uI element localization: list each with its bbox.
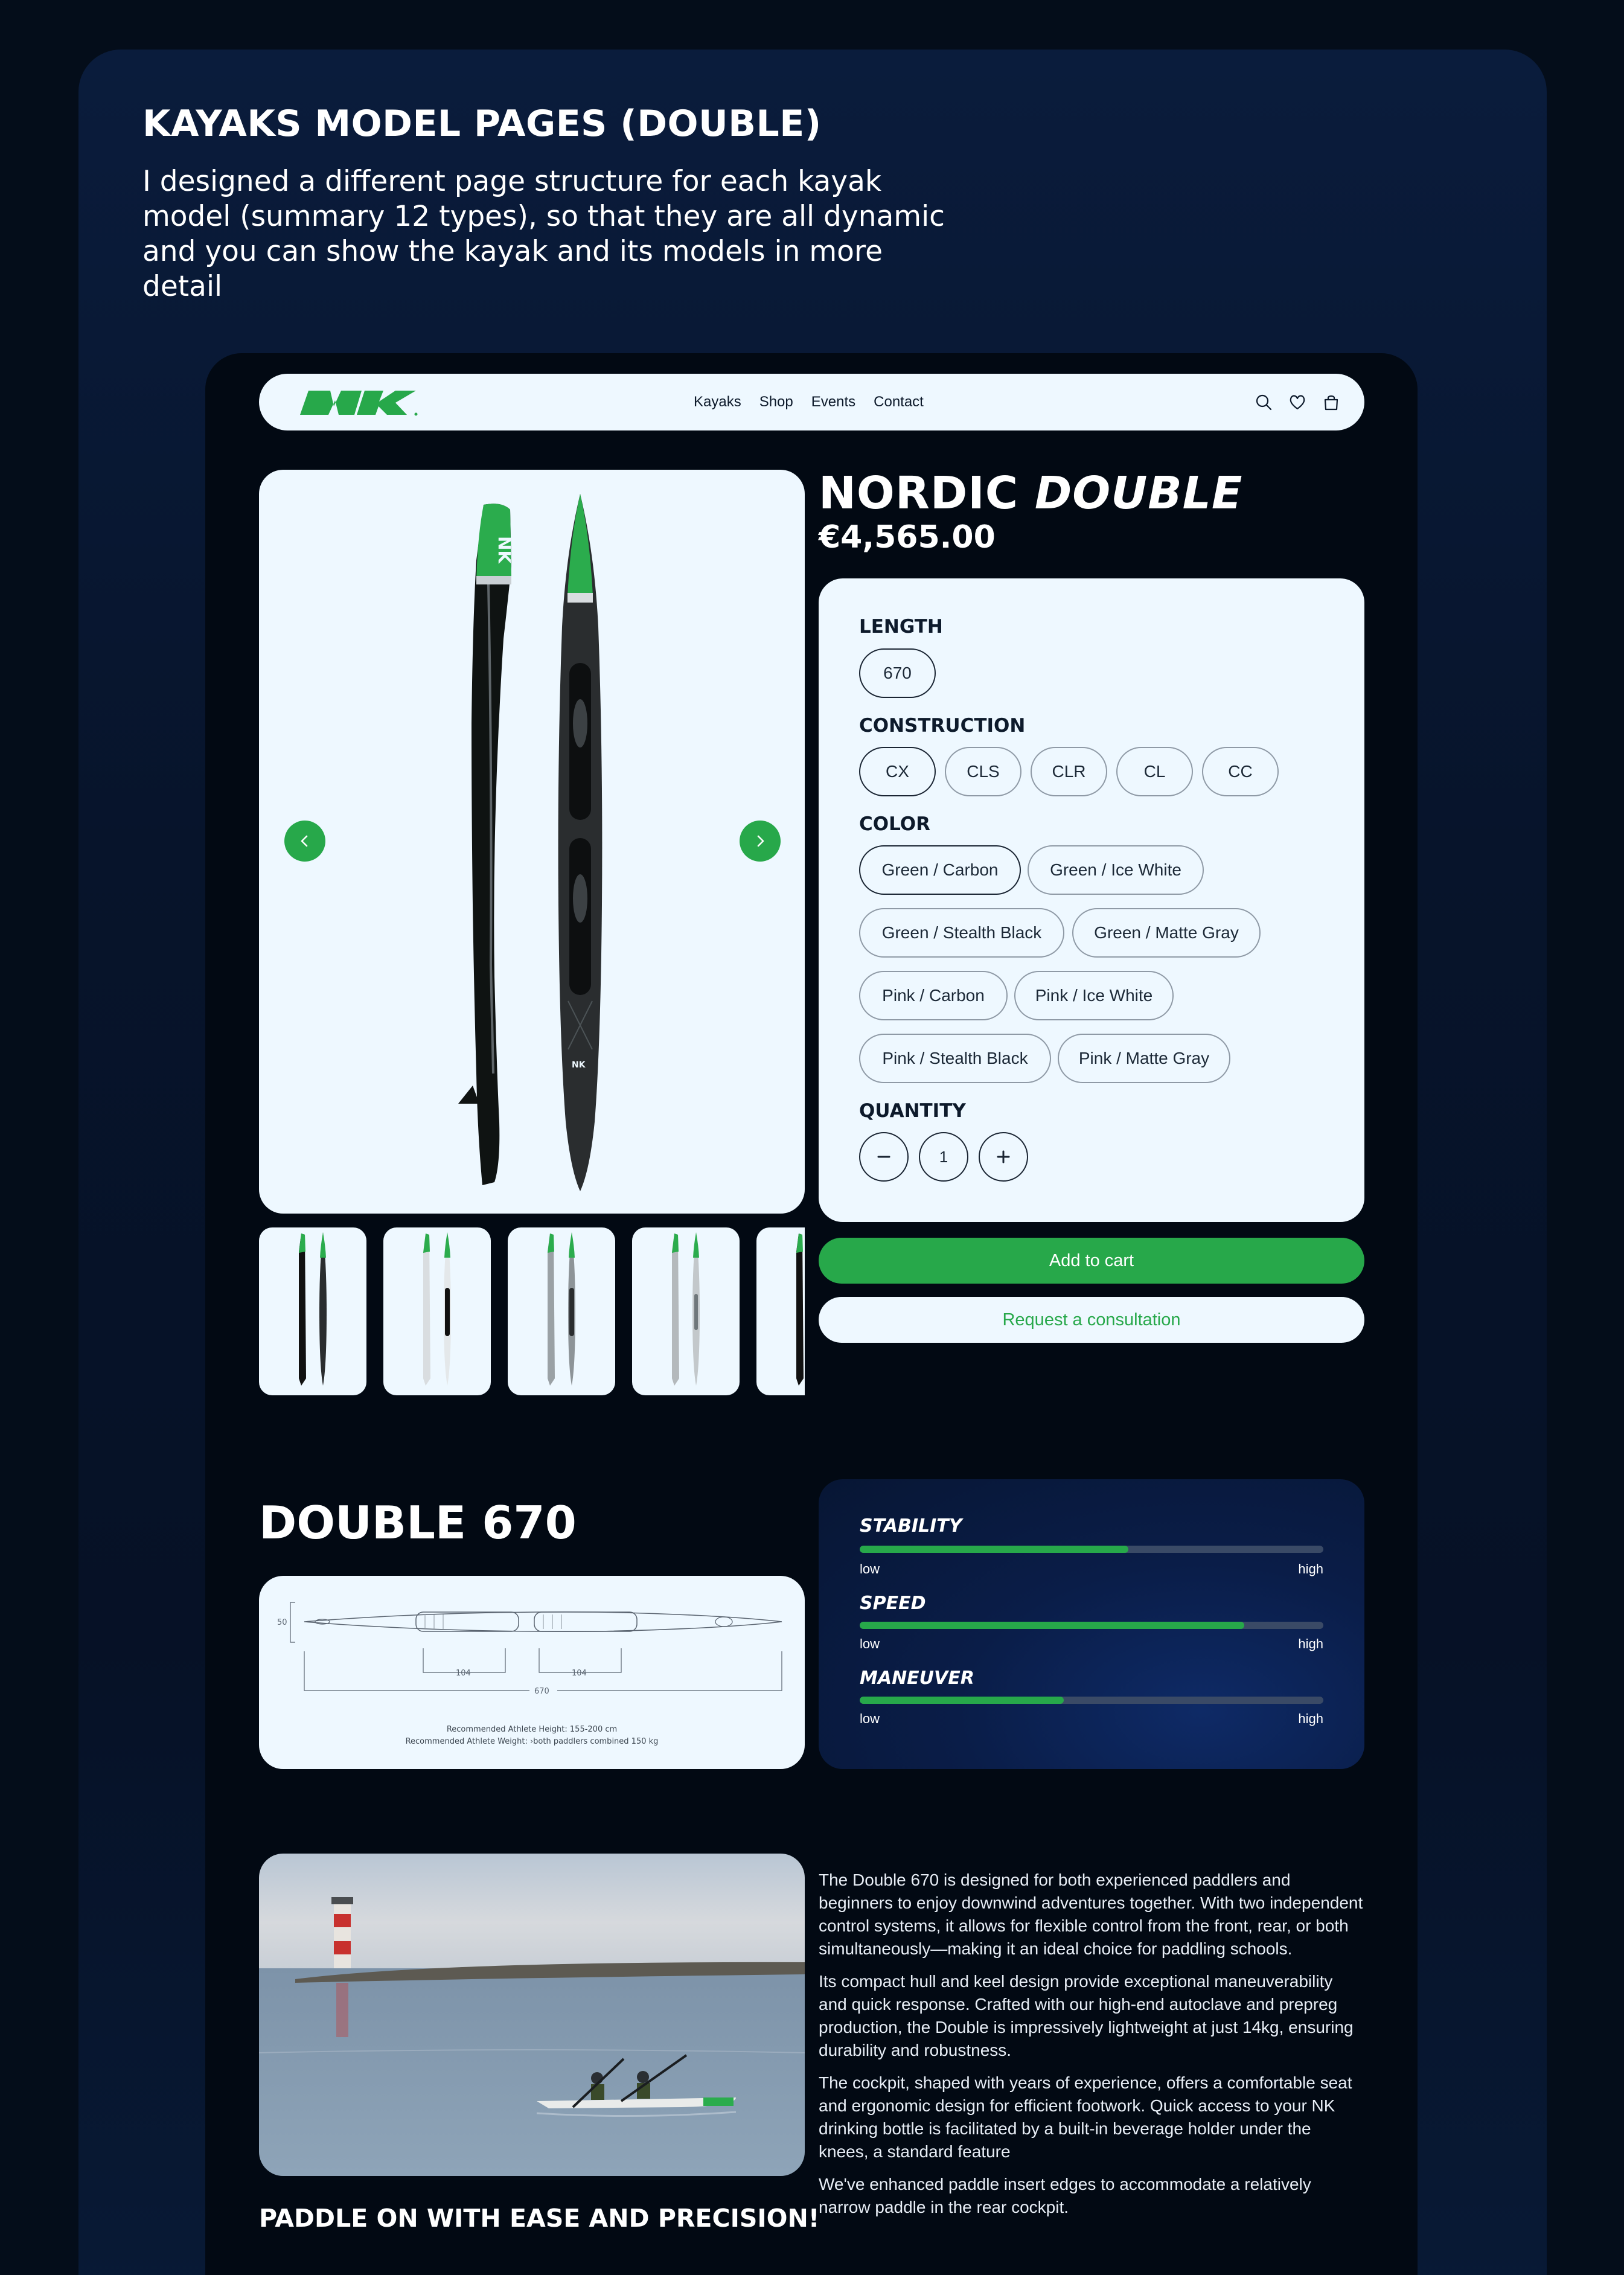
request-consultation-button[interactable]: Request a consultation <box>819 1297 1364 1343</box>
maneuver-high-label: high <box>1298 1711 1323 1726</box>
story-tagline: PADDLE ON WITH EASE AND PRECISION! <box>259 2204 820 2233</box>
thumbnail-green-matte-gray[interactable] <box>632 1227 740 1395</box>
add-to-cart-button[interactable]: Add to cart <box>819 1238 1364 1284</box>
color-label: COLOR <box>859 813 930 835</box>
construction-option-cls[interactable]: CLS <box>945 747 1021 796</box>
quantity-value[interactable]: 1 <box>919 1132 968 1182</box>
gallery-next-button[interactable] <box>740 821 781 862</box>
nav-link-shop[interactable]: Shop <box>759 394 793 410</box>
construction-option-cc[interactable]: CC <box>1202 747 1279 796</box>
nav-icons <box>1255 374 1340 430</box>
color-option-green-ice-white[interactable]: Green / Ice White <box>1028 845 1204 895</box>
intro-description: I designed a different page structure for each kayak model (summary 12 types), so that they are all dynamic and you can show the kayak and its models in more detail <box>142 165 945 303</box>
color-option-pink-stealth-black[interactable]: Pink / Stealth Black <box>859 1034 1051 1083</box>
nav-link-contact[interactable]: Contact <box>874 394 924 410</box>
kayak-thumbnail-image <box>632 1227 740 1395</box>
stability-low-label: low <box>860 1561 880 1576</box>
color-option-green-matte-gray[interactable]: Green / Matte Gray <box>1072 908 1261 958</box>
athlete-weight-note: Recommended Athlete Weight: ›both paddlers combined 150 kg <box>405 1737 659 1746</box>
maneuver-low-label: low <box>860 1711 880 1726</box>
performance-panel <box>819 1479 1364 1769</box>
nav-link-events[interactable]: Events <box>811 394 856 410</box>
thumbnail-green-stealth-black[interactable] <box>508 1227 615 1395</box>
story-description <box>819 1869 1364 2229</box>
kayak-thumbnail-image <box>508 1227 615 1395</box>
stability-high-label: high <box>1298 1561 1323 1576</box>
thumbnail-green-ice-white[interactable] <box>383 1227 491 1395</box>
construction-option-cl[interactable]: CL <box>1116 747 1193 796</box>
maneuver-fill <box>860 1697 1064 1704</box>
thumbnail-green-carbon[interactable] <box>259 1227 366 1395</box>
chevron-left-icon <box>297 833 313 849</box>
stability-label: STABILITY <box>860 1515 962 1537</box>
svg-text:NK: NK <box>494 536 514 564</box>
speed-high-label: high <box>1298 1636 1323 1651</box>
color-option-pink-ice-white[interactable]: Pink / Ice White <box>1014 971 1174 1020</box>
color-option-pink-carbon[interactable]: Pink / Carbon <box>859 971 1008 1020</box>
color-option-green-carbon[interactable]: Green / Carbon <box>859 845 1021 895</box>
product-title-regular: NORDIC <box>819 467 1019 519</box>
bag-icon[interactable] <box>1322 393 1340 411</box>
kayak-dimensions-diagram <box>259 1576 805 1769</box>
kayak-lifestyle-photo <box>259 1854 805 2176</box>
product-options-panel <box>819 578 1364 1222</box>
story-paragraph: The cockpit, shaped with years of experience, offers a comfortable seat and ergonomic design for efficient footwork. Quick access to your NK drinking bottle is facilitated by a built-in beverage holder under the knees, a standard feature <box>819 2073 1352 2161</box>
stability-bar <box>860 1546 1323 1553</box>
maneuver-bar <box>860 1697 1323 1704</box>
svg-text:NK: NK <box>572 1060 586 1070</box>
paddlers-on-water-image <box>259 1854 805 2176</box>
speed-bar <box>860 1622 1323 1629</box>
construction-option-clr[interactable]: CLR <box>1031 747 1107 796</box>
nk-logo[interactable] <box>295 386 419 419</box>
color-option-green-stealth-black[interactable]: Green / Stealth Black <box>859 908 1064 958</box>
gallery-thumbnails <box>259 1227 805 1397</box>
gallery-prev-button[interactable] <box>284 821 325 862</box>
kayak-thumbnail-image <box>756 1227 805 1395</box>
construction-label: CONSTRUCTION <box>859 715 1026 737</box>
intro-title: KAYAKS MODEL PAGES (DOUBLE) <box>142 103 822 145</box>
nav-links <box>694 374 924 430</box>
thumbnail-more[interactable] <box>756 1227 805 1395</box>
speed-fill <box>860 1622 1244 1629</box>
story-paragraph: The Double 670 is designed for both experienced paddlers and beginners to enjoy downwind adventures together. With two independent control systems, it allows for flexible control from the front, rear, or both simultaneously—making it an ideal choice for paddling schools. <box>819 1870 1363 1958</box>
speed-low-label: low <box>860 1636 880 1651</box>
quantity-increase-button[interactable] <box>979 1132 1028 1182</box>
story-paragraph: Its compact hull and keel design provide exceptional maneuverability and quick response. Crafted with our high-end autoclave and prepreg production, the Double is impressively lightweight at just 14kg, ensuring durability and robustness. <box>819 1972 1354 2059</box>
maneuver-label: MANEUVER <box>860 1668 974 1689</box>
width-dimension: 50 <box>277 1618 287 1627</box>
top-navigation <box>259 374 1364 430</box>
kayak-thumbnail-image <box>259 1227 366 1395</box>
athlete-height-note: Recommended Athlete Height: 155-200 cm <box>446 1725 618 1734</box>
chevron-right-icon <box>752 833 768 849</box>
kayak-blueprint-image <box>259 1576 805 1769</box>
speed-label: SPEED <box>860 1593 926 1614</box>
quantity-decrease-button[interactable] <box>859 1132 909 1182</box>
kayak-thumbnail-image <box>383 1227 491 1395</box>
kayak-top-view-image <box>259 470 805 1214</box>
length-option-670[interactable]: 670 <box>859 648 936 698</box>
quantity-label: QUANTITY <box>859 1100 966 1122</box>
model-title: DOUBLE 670 <box>259 1496 577 1549</box>
stability-fill <box>860 1546 1128 1553</box>
plus-icon <box>994 1148 1012 1166</box>
length-label: LENGTH <box>859 616 943 638</box>
minus-icon <box>875 1148 893 1166</box>
heart-icon[interactable] <box>1288 393 1306 411</box>
product-title-italic: DOUBLE <box>1034 467 1243 519</box>
product-price: €4,565.00 <box>819 519 996 555</box>
nav-link-kayaks[interactable]: Kayaks <box>694 394 741 410</box>
product-title <box>819 467 1242 519</box>
product-gallery-main <box>259 470 805 1214</box>
construction-option-cx[interactable]: CX <box>859 747 936 796</box>
cockpit-1-dimension: 104 <box>456 1669 471 1678</box>
story-paragraph: We've enhanced paddle insert edges to accommodate a relatively narrow paddle in the rear cockpit. <box>819 2175 1311 2216</box>
color-option-pink-matte-gray[interactable]: Pink / Matte Gray <box>1058 1034 1230 1083</box>
length-dimension: 670 <box>534 1687 549 1696</box>
cockpit-2-dimension: 104 <box>572 1669 587 1678</box>
search-icon[interactable] <box>1255 393 1273 411</box>
